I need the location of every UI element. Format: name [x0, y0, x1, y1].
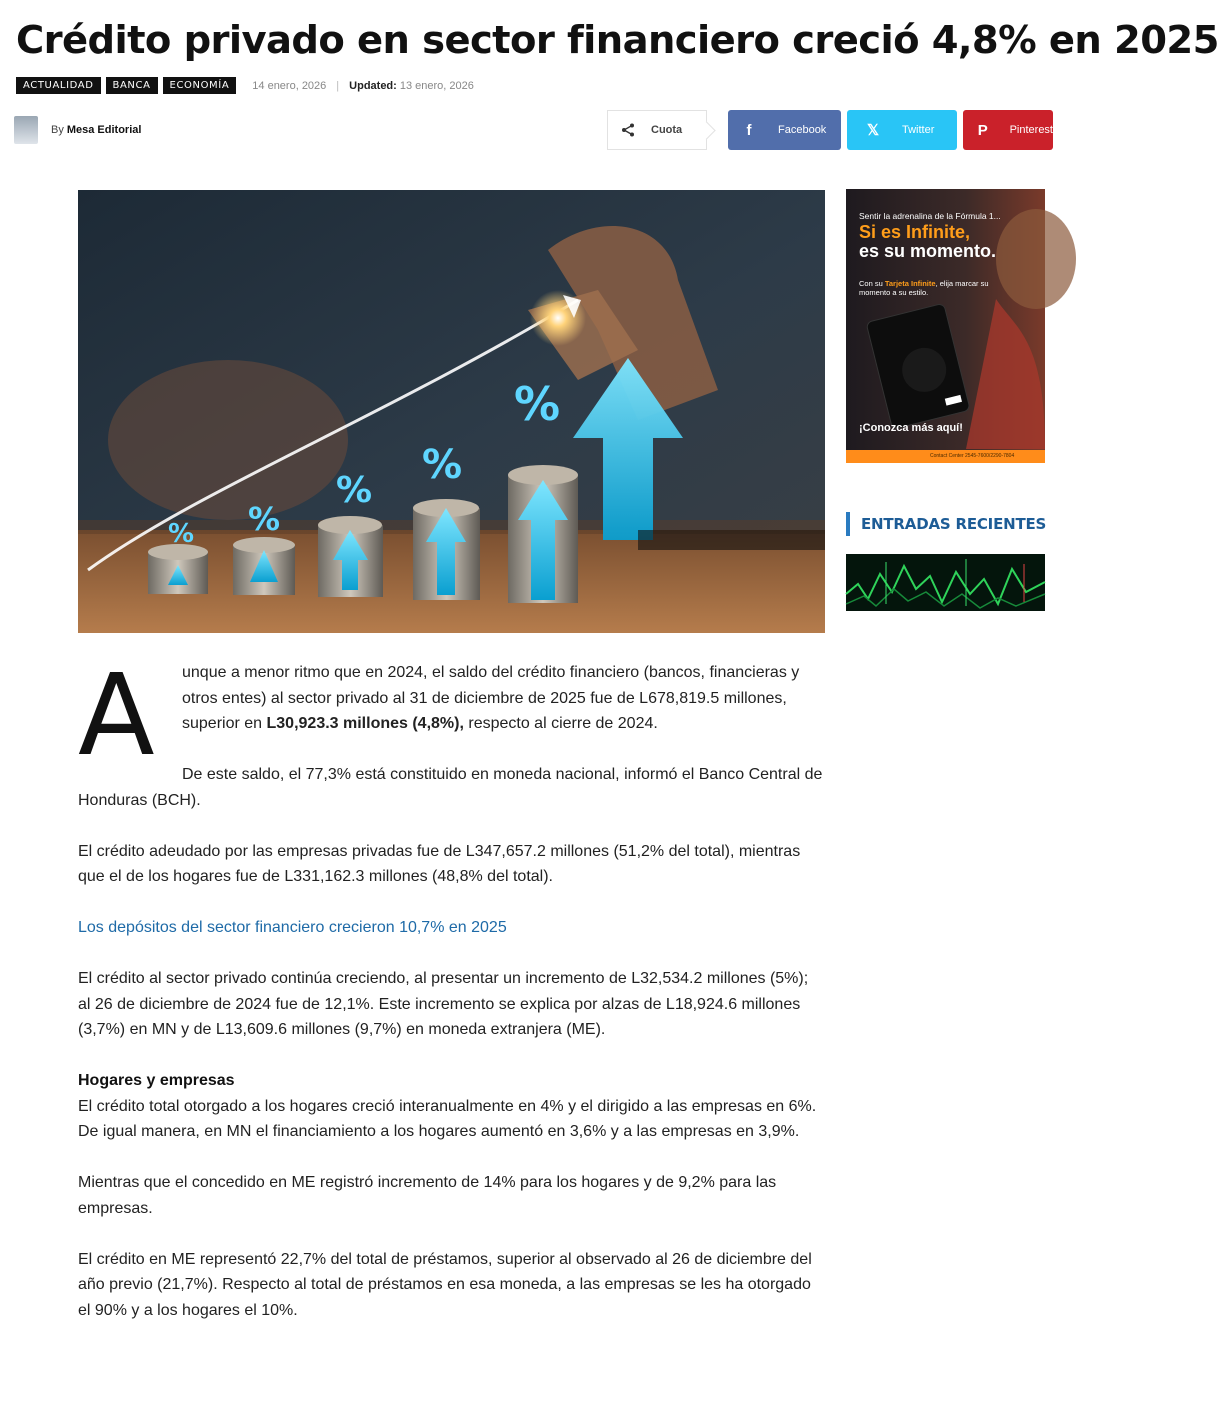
updated-label: Updated: [349, 79, 397, 92]
section-heading: Hogares y empresas [78, 1072, 235, 1089]
svg-text:%: % [336, 470, 373, 511]
share-icon [621, 123, 635, 137]
related-article-link[interactable]: Los depósitos del sector financiero crecieron 10,7% en 2025 [78, 919, 507, 936]
category-economia[interactable]: ECONOMÍA [163, 77, 237, 94]
recent-post-image [846, 554, 1045, 611]
svg-text:%: % [514, 377, 561, 431]
ad-footer-bar [846, 450, 1045, 463]
category-banca[interactable]: BANCA [106, 77, 158, 94]
author-by: By [51, 124, 64, 136]
paragraph-5: El crédito total otorgado a los hogares creció interanualmente en 4% y el dirigido a las empresas en 6%. De igual manera, en MN el financiamiento a los hogares aumentó en 3,6% y a las empresas en 3,9%. [78, 1097, 817, 1140]
paragraph-1-bold: L30,923.3 millones (4,8%), [266, 715, 464, 732]
pinterest-label: Pinterest [1009, 124, 1053, 136]
ad-cta: ¡Conozca más aquí! [859, 422, 963, 434]
category-actualidad[interactable]: ACTUALIDAD [16, 77, 101, 94]
paragraph-1-text: unque a menor ritmo que en 2024, el saldo del crédito financiero (bancos, financieras y otros entes) al sector privado al 31 de diciembre de 2025 fue de L678,819.5 millones, superior en [182, 664, 800, 732]
sidebar-ad-banner[interactable] [846, 189, 1045, 463]
twitter-share-button[interactable] [847, 110, 957, 150]
facebook-label: Facebook [778, 124, 827, 136]
ad-line-1: Sentir la adrenalina de la Fórmula 1... [859, 211, 1001, 221]
pinterest-share-button[interactable] [963, 110, 1053, 150]
x-icon: 𝕏 [866, 122, 880, 139]
paragraph-1 [78, 660, 825, 737]
meta-separator: | [336, 79, 340, 92]
paragraph-7: El crédito en ME representó 22,7% del total de préstamos, superior al observado al 26 de diciembre del año previo (21,7%). Respecto al total de préstamos en esa moneda, a las empresas se les ha otorgado el 90% y a los hogares el 10%. [78, 1250, 812, 1319]
paragraph-4: El crédito al sector privado continúa creciendo, al presentar un incremento de L32,534.2 millones (5%); al 26 de diciembre de 2024 fue de 12,1%. Este incremento se explica por alzas de L18,924.6 millones (3,7%) en MN y de L13,609.6 millones (9,7%) en moneda extranjera (ME). [78, 970, 809, 1038]
dropcap: A [78, 651, 155, 781]
article-meta [16, 77, 474, 94]
paragraph-3: El crédito adeudado por las empresas privadas fue de L347,657.2 millones (51,2% del total), mientras que el de los hogares fue de L331,162.3 millones (48,8% del total). [78, 842, 801, 885]
share-button[interactable] [607, 110, 707, 150]
ad-footer-text: Contact Center 2545-7600/2290-7804 [930, 453, 1015, 459]
updated-date: 13 enero, 2026 [399, 79, 474, 92]
author-name[interactable]: Mesa Editorial [66, 124, 142, 136]
author-block [14, 116, 141, 144]
paragraph-2: De este saldo, el 77,3% está constituido en moneda nacional, informó el Banco Central de Honduras (BCH). [78, 766, 823, 809]
share-label: Cuota [651, 124, 683, 136]
facebook-icon: f [746, 121, 752, 139]
svg-text:%: % [422, 442, 463, 488]
featured-image [78, 190, 825, 633]
pinterest-icon: P [977, 121, 988, 139]
ad-line-4 [859, 279, 999, 297]
ad-line-4c: , elija marcar su momento a su estilo. [859, 279, 989, 297]
ad-line-2: Si es Infinite, [859, 222, 971, 242]
article-title: Crédito privado en sector financiero creció 4,8% en 2025 [16, 18, 1219, 63]
published-date: 14 enero, 2026 [252, 79, 327, 92]
paragraph-6: Mientras que el concedido en ME registró incremento de 14% para los hogares y de 9,2% para las empresas. [78, 1174, 777, 1217]
featured-image-graphic [78, 190, 825, 633]
article-body [78, 651, 825, 1349]
twitter-label: Twitter [902, 124, 935, 136]
ad-line-4b: Tarjeta Infinite [884, 279, 936, 288]
facebook-share-button[interactable] [728, 110, 841, 150]
paragraph-1-end: respecto al cierre de 2024. [463, 715, 658, 732]
recent-posts-heading: ENTRADAS RECIENTES [846, 512, 1046, 536]
svg-text:%: % [248, 500, 281, 538]
ad-line-3: es su momento. [859, 241, 997, 261]
author-avatar[interactable] [14, 116, 38, 144]
recent-post-thumbnail[interactable] [846, 554, 1045, 611]
svg-text:%: % [168, 519, 195, 549]
ad-line-4a: Con su [859, 279, 885, 288]
